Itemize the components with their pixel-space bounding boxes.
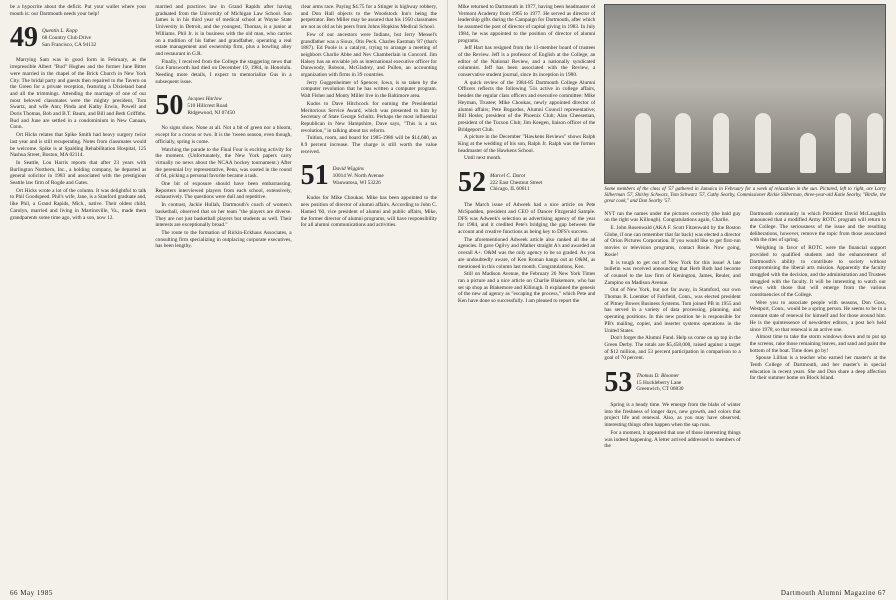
secretary-name: Marcel C. Durot — [490, 173, 526, 180]
class-secretary-address — [490, 170, 542, 193]
class-heading-51 — [300, 160, 437, 192]
paragraph: In Seattle, Lou Harris reports that after 23 years with Burlington Northern, Inc., a holding company, he departed as general solicitor in 1983 and associated with the prestigious Seattle law firm of Rogde and Gates. — [10, 159, 147, 187]
paragraph: A quick review of the 1984-85 Dartmouth College Alumni Officers reflects the following '51s active in college affairs, besides the regular class officers and executive committee: Mike Heyman, Trustee; Mike Choukas, newly appointed director of alumni affairs; Pete Bogardus, Alumni Council representative; Bill Hosler, president of the Phoenix Club; Alan Cheeseman, president of the Tucson Club; Jim Keegen, liaison officer of the Bridgeport Club. — [458, 79, 596, 133]
paragraph: Dartmouth community in which President David McLaughlin announced that a modified Army ROTC program will return to the College. The seriousness of the issue and the resulting deliberations, however, remove the topic from those associated with the rites of spring. — [749, 210, 886, 244]
paragraph: Few of our ancestors were Indians, but Jerry Mensel's grandfather was a Sioux, Otis Peck. Charles Eastman '87 (that's 1887). Ed Poole is a catalyst, trying to arrange a meeting of neighbors Charlie Abbe and Nev Chamberlain in Concord. Jim Halsey has an enviable job as international executive officer for Dunwoody, Robson, McGladrey, and Pullen, an accounting organization with firms in 39 countries. — [300, 31, 437, 79]
paragraph: Spouse Lillian is a teacher who earned her master's at the Tenth College of Dartmouth, and her master's in special education in recent years. She and Don share a deep affection for their summer home on Block Island. — [749, 355, 886, 382]
right-column-2-3-wrap — [604, 4, 886, 582]
class-number: 53 — [604, 367, 633, 399]
class-secretary-address — [187, 93, 235, 116]
left-column-2 — [155, 4, 291, 582]
paragraph: NYT ran the names under the pictures correctly (the bald guy on the right was Killough). Congratulations again, Charlie. — [604, 210, 741, 224]
paragraph: No signs show. None at all. Not a bit of green nor a bloom, except for a crocus or two. It is the 'tween season, even though, officially, spring is come. — [155, 125, 292, 145]
right-lower-columns — [604, 211, 886, 451]
left-column-1 — [10, 4, 146, 582]
paragraph: Jeff Hart has resigned from the 11-member board of trustees of the Review. Jeff is a professor of English at the College, an editor of the National Review, and a nationally syndicated columnist. Jeff has been associated with the Review, a conservative student journal, since its inception in 1980. — [458, 45, 596, 79]
class-heading-53 — [604, 367, 740, 399]
class-heading-52 — [458, 167, 595, 199]
paragraph: A picture in the December "Hawkens Reviews" shows Ralph King at the wedding of his son, Ralph Jr. Ralph was the former headmaster of the Hawkens School. — [458, 134, 596, 154]
class-number: 50 — [155, 90, 184, 122]
person-figure — [835, 113, 851, 173]
street: 510 Hillcrest Road — [187, 103, 228, 110]
class-secretary-address — [333, 163, 384, 186]
paragraph: Marrying Sam was in good form in February, as the irrepressible Albert "Bud" Hughes and the former June Bitter were married in the chapel of the Brick Church in New York City. The bridal party and guests then repaired to the Tavern on the Green for a private reception, featuring a Dixieland band and all the trimmings. Attending the marriage of one of our most beloved classmates were the mighty president, Tom Swartz, and wife Ann; Pinda and Kathy Erwin, Powell and Doris Thomas, Bob and B.T. Baum, and Bill and Beth Griffiths. Bud and June are settled in a condominium in New Canaan, Conn. — [10, 57, 147, 131]
right-column-3 — [750, 211, 886, 451]
city: Wauwatosa, WI 53226 — [332, 179, 381, 186]
paragraph: married and practices law in Grand Rapids after having graduated from the University of Michigan Law School. Son James is in his third year of medical school at Wayne State University in Detroit, and the youngest, Thomas, is a junior at Williams. Phil Jr. is in business with the old man, who carries on a tradition of his father and grandfather, operating a real estate management and ownership firm, plus a bowling alley and restaurant in G.R. — [155, 4, 292, 57]
secretary-name: Jacques Harlow — [187, 96, 222, 103]
page-footer-right: Dartmouth Alumni Magazine 67 — [780, 589, 886, 597]
paragraph: Ort Hicks wrote a lot of the column. It was delightful to talk to Phil Goodspeed. Phil's wife, Jane, is a Stanford graduate and, like Phil, a Grand Rapids, Mich., native. Their oldest child, Carolyn, married and living in Martinsville, Va., made them grandparents some time ago, with a son, now 12. — [10, 187, 147, 221]
paragraph: Still on Madison Avenue, the February 26 New York Times ran a picture and a nice article on Charlie Blakemore, who has set up shop as Blakemore and Killough. It explained the genesis of the new ad agency as "escaping the process," which Pete and Ken have done so successfully. I am pleased to report the — [458, 271, 596, 305]
paragraph: The route to the formation of Rickin-Eckhaus Associates, a consulting firm specializing in outplacing corporate executives, has been lengthy. — [155, 229, 292, 250]
paragraph: Finally, I received from the College the staggering news that Gus Farnsworth had died on December 19, 1984, in Honolulu. Needing more details, I expect to memorialize Gus in a subsequent issue. — [155, 58, 292, 85]
paragraph: Out of New York, but not far away, in Stamford, our own Thomas R. Loemker of Fairfield, Conn., was elected president of Pitney Bowes Business Systems. Tom joined PB in 1955 and has served in a variety of data processing, planning, and operating positions. In this new position he is responsible for PB's mailing, copier, and inserter systems operations in the United States. — [604, 287, 741, 334]
class-heading-50 — [155, 90, 291, 122]
street: 15 Huckleberry Lane — [636, 379, 682, 386]
photo-caption: Some members of the class of '57 gathered in Jamaica in February for a week of relaxation in the sun. Pictured, left to right, are Larry Silberman '57, Shirley Schwarz, Tom Schwarz '57, Cathy Searby, Commissioner Rickie Silberman, three-year-old Katie Searby, "Birdie, the great cook," and Dan Searby '57. — [604, 187, 886, 205]
page-footer-left: 66 May 1985 — [10, 589, 53, 597]
paragraph: Mike returned to Dartmouth in 1977, having been headmaster of Vermont Academy from 1965 to 1977. He served as director of leadership gifts during the Campaign for Dartmouth, after which he assumed the post of director of capital giving in 1983. In July 1984, he was appointed to the position of director of alumni programs. — [458, 4, 596, 44]
paragraph: The March issue of Adweek had a nice article on Pete McSpadden, president and CEO of Dancer Fitzgerald Sample. DFS was Adweek's selection as advertising agency of the year for 1984, and it credited Pete's bridging the gap between the account and creative functions as being key to DFS's success. — [458, 202, 596, 235]
street: 222 East Chestnut Street — [490, 179, 543, 186]
paragraph: Until next month. — [464, 155, 502, 162]
paragraph: Weighing in favor of ROTC were the financial support provided to qualified students and the enhancement of Dartmouth's ability to contribute to society without compromising the liberal arts mission. Apparently the faculty struggled with the decision, and the administration and Trustees struggled with the faculty. It will be interesting to watch our views with those that will emerge from the various constituencies of the College. — [749, 245, 886, 299]
person-figure — [635, 113, 651, 173]
street: 10014 W. North Avenue — [332, 173, 384, 180]
secretary-name: Quentin L. Kopp — [42, 28, 78, 35]
class-secretary-address — [42, 25, 96, 48]
class-secretary-address — [636, 370, 683, 393]
person-figure — [675, 113, 691, 173]
paragraph: Don't forget the Alumni Fund. Help us come on up top in the Green Derby. The totals are $5,458,000, raised against a target of $12 million, and 53 percent participation in comparison to a goal of 70 percent. — [604, 335, 741, 362]
class-heading-49 — [10, 22, 146, 54]
secretary-name: Thomas D. Bloomer — [636, 373, 680, 380]
person-figure — [800, 133, 816, 173]
city: Chicago, IL 60611 — [490, 186, 530, 193]
right-column-2 — [604, 211, 740, 451]
class-number: 51 — [300, 160, 329, 192]
right-column-1 — [458, 4, 595, 582]
paragraph: Kudos to Dave Hitchcock for earning the Presidential Meritorious Service Award, which was presented to him by Secretary of State George Schultz. Perhaps the most influential Republican in New Hampshire, Dave says, "This is a tax revolution," in talking about tax reform. — [300, 100, 437, 134]
paragraph: One bit of exposure should have been embarrassing. Reporters interviewed players from each school, extensively, exhaustively. The questions were dull and repetitive. — [155, 181, 292, 201]
city: San Francisco, CA 94132 — [42, 41, 97, 48]
paragraph: Tuition, room, and board for 1985-1986 will be $14,680, an 8.9 percent increase. The charge is still worth the value received. — [300, 135, 437, 155]
street: 68 Country Club Drive — [42, 35, 91, 41]
paragraph: The aforementioned Adweek article also ranked all the ad agencies. It gave Ogilvy and Mather straight A's and awarded an overall A+. O&M was the only agency to be so graded. As you are undoubtedly aware, of Ken Roman hangs out at O&M, as mentioned in this column last month. Congratulations, Ken. — [458, 236, 596, 270]
secretary-name: David Wiggins — [332, 166, 364, 173]
paragraph: It is tough to get out of New York for this issue! A late bulletin was received announcing that Herb Roth had become of counsel to the law firm of Kenington, James, Reuler, and Zampino on Madison Avenue. — [604, 259, 741, 286]
class-number: 49 — [10, 22, 38, 54]
city: Greenwich, CT 06830 — [636, 386, 684, 393]
right-page — [448, 0, 896, 600]
person-figure — [755, 113, 771, 173]
paragraph: be a hypocrite about the deficit. Put your wallet where your mouth is: our Dartmouth needs your help! — [10, 4, 147, 17]
paragraph: Spring is a heady time. We emerge from the blahs of winter into the freshness of longer days, new growth, and colors that project life and renewal. Also, as you may have observed, interesting things often happen when the sap runs. — [604, 402, 741, 429]
paragraph: Watching the parade to the Final Four is exciting activity for the moment. (Unfortunately, the New York papers carry virtually no news about the NCAA hockey tournament.) After the perennial Ivy representative, Penn, was ousted in the round of 64, picking a personal favorite became a task. — [155, 146, 292, 180]
left-column-3 — [301, 4, 437, 582]
paragraph: Almost time to take the storm windows down and to put up the screens, rake those remaining leaves, and sand and paint the bottom of the boat. Time does go by! — [749, 334, 886, 354]
person-figure — [867, 113, 883, 173]
city: Ridgewood, NJ 07450 — [187, 109, 235, 116]
paragraph: E. John Rosenwald (AKA F. Scott Fitzenwald by the Boston Globe, if one can remember that far back) was elected a director of Orion Pictures Corporation. If you would like to get first-run movies or television programs, contact Rosie. Now going, Rosie! — [604, 225, 741, 258]
paragraph: Were you to associate people with seasons, Don Goss, Westport, Conn., would be a spring person. He seems to be in a constant state of renewal for himself and for those around him. He is the quintessence of newsletter editors, a post he's held since 1978, so that renewal is an active one. — [749, 299, 886, 333]
paragraph: Ort Hicks relates that Spike Smith had heavy surgery twice last year and is still recuperating. Notes from classmates would be welcome. Spike is at Spalding Rehabilitation Hospital, 125 Nashua Street, Boston, MA 02114. — [10, 132, 147, 159]
paragraph: clear arms race. Paying $4.75 for a Stinger is highway robbery, and Don Hall objects to the Woodstock Inn's being the perpetrator. Ben Miller may be assured that his 1950 classmates are not as old as his peers from Johns Hopkins Medical School. — [300, 4, 437, 31]
person-figure — [713, 113, 729, 173]
class-number: 52 — [458, 167, 486, 199]
paragraph: In contrast, Jackie Hullah, Dartmouth's coach of women's basketball, observed that on her team "the players are diverse. They are not just basketball players but students as well. Their interests are exceptionally broad." — [155, 202, 292, 229]
paragraph: For a moment, it appeared that one of those interesting things was indeed happening. A letter arrived addressed to members of the — [604, 429, 741, 450]
paragraph: Kudos for Mike Choukas. Mike has been appointed to the new position of director of alumni affairs. According to John C. Hamed '60, vice president of alumni and public affairs, Mike, the former director of alumni programs, will have responsibility for all alumni communications and activities. — [300, 195, 437, 229]
paragraph: Jerry Guggenheimer of Spencer, Iowa, is so taken by the computer revolution that he has written a computer program. Walt Fisher and Monty Miller live in the Baltimore area. — [300, 79, 437, 100]
class-photo — [604, 4, 886, 184]
